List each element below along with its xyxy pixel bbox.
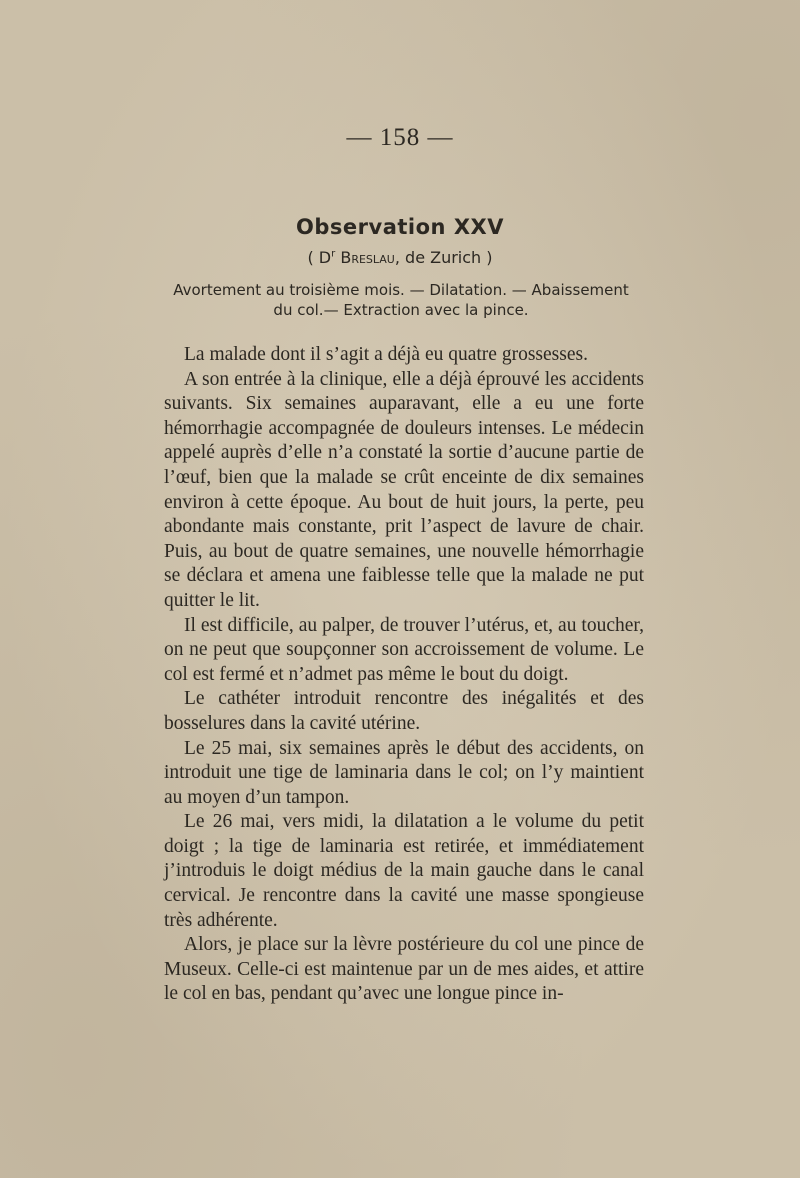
paragraph: Alors, je place sur la lèvre postérieure du col une pince de Museux. Celle-ci est maintenue par un de mes aides, et attire le col en bas, pendant qu’avec une longue pince in- <box>164 934 644 1005</box>
author-location: , de Zurich ) <box>394 248 493 267</box>
paragraph: Le 26 mai, vers midi, la dilatation a le volume du petit doigt ; la tige de laminaria est retirée, et immédiatement j’introduis le doigt médius de la main gauche dans le canal cervical. Je rencontre dans la cavité une masse spongieuse très adhérente. <box>164 811 644 931</box>
paragraph: Le cathéter introduit rencontre des inégalités et des bosselures dans la cavité utérine. <box>164 688 644 734</box>
paragraph: Le 25 mai, six semaines après le début des accidents, on introduit une tige de laminaria dans le col; on l’y maintient au moyen d’un tampon. <box>164 737 644 808</box>
author-prefix: ( D <box>307 248 332 267</box>
observation-title: Observation XXV <box>296 215 504 239</box>
paragraph: A son entrée à la clinique, elle a déjà éprouvé les accidents suivants. Six semaines auparavant, elle a eu une forte hémorrhagie accompagnée de douleurs intenses. Le médecin appelé auprès d’elle n’a constaté la sortie d’aucune partie de l’œuf, bien que la malade se crût enceinte de dix semaines environ à cette époque. Au bout de huit jours, la perte, peu abondante mais constante, prit l’aspect de lavure de chair. Puis, au bout de quatre semaines, une nouvelle hémorrhagie se déclara et amena une faiblesse telle que la malade ne put quitter le lit. <box>164 368 644 611</box>
author-prefix-superscript: r <box>331 248 336 260</box>
paragraph: Il est difficile, au palper, de trouver l’utérus, et, au toucher, on ne peut que soupçonner son accroissement de volume. Le col est fermé et n’admet pas même le bout du doigt. <box>164 614 644 685</box>
author-name: Breslau <box>340 248 395 267</box>
body-text <box>164 343 644 1007</box>
paragraph: La malade dont il s’agit a déjà eu quatre grossesses. <box>184 344 588 365</box>
observation-author <box>0 248 800 267</box>
page-number: — 158 — <box>346 124 454 151</box>
observation-summary: Avortement au troisième mois. — Dilatation. — Abaissement du col.— Extraction avec la pince. <box>173 281 629 319</box>
